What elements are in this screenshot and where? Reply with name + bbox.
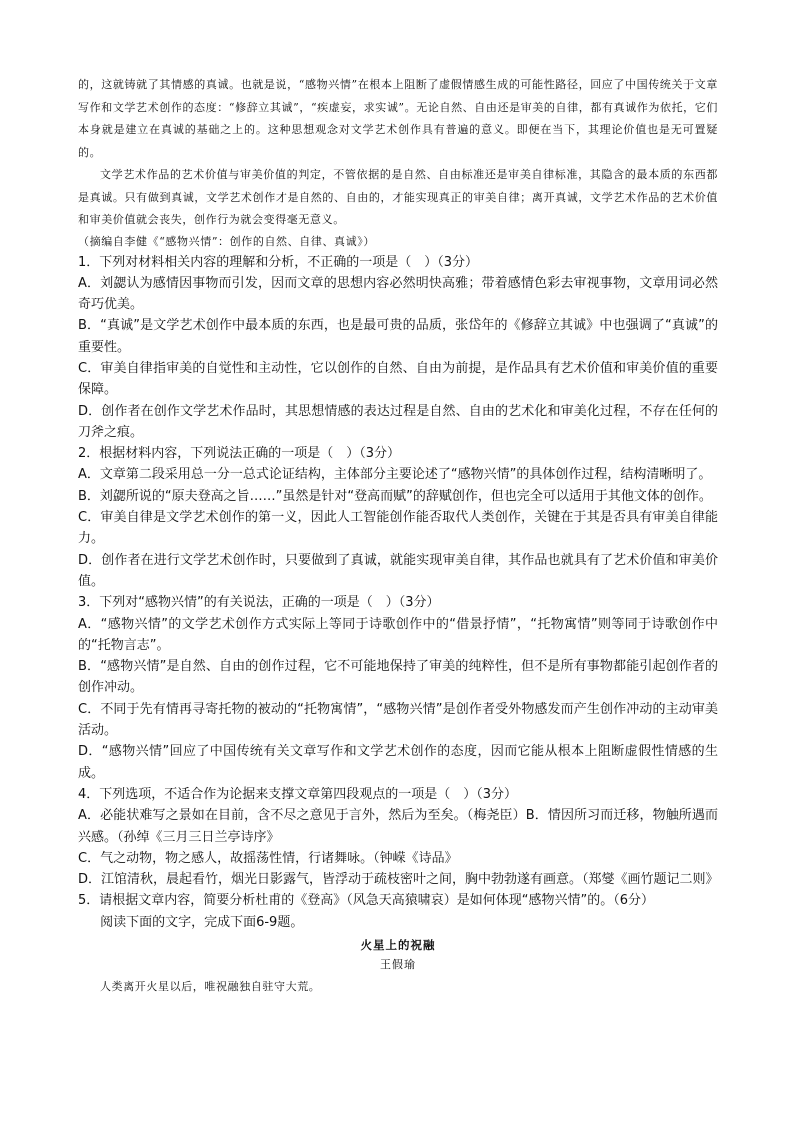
story-title: 火星上的祝融 [360,937,436,952]
question-stem: 2．根据材料内容，下列说法正确的一项是（ ）（3分） [78,446,401,462]
option-a: A．“感物兴情”的文学艺术创作方式实际上等同于诗歌创作中的“借景抒情”，“托物寓情”则等同于诗歌创作中的“托物言志”。 [78,616,718,653]
question-4 [78,784,718,890]
option-d: D．江馆清秋，晨起看竹，烟光日影露气，皆浮动于疏枝密叶之间，胸中勃勃遂有画意。（郑燮《画竹题记二则》 [78,872,719,888]
reading-instruction: 阅读下面的文字，完成下面6-9题。 [100,914,304,930]
option-c: C．审美自律是文学艺术创作的第一义，因此人工智能创作能否取代人类创作，关键在于其是否具有审美自律能力。 [78,510,718,547]
essay-passage [78,74,718,252]
option-c: C．气之动物，物之感人，故摇荡性情，行诸舞咏。（钟嵘《诗品》 [78,850,458,866]
question-3 [78,592,718,784]
option-b: B．刘勰所说的“原夫登高之旨……”虽然是针对“登高而赋”的辞赋创作，但也完全可以适用于其他文体的创作。 [78,488,712,504]
option-c: C．不同于先有情再寻寄托物的被动的“托物寓情”，“感物兴情”是创作者受外物感发而产生创作冲动的主动审美活动。 [78,701,718,739]
exam-page [78,74,718,998]
option-a: A．刘勰认为感情因事物而引发，因而文章的思想内容必然明快高雅；带着感情色彩去审视事物，文章用词必然奇巧优美。 [78,275,718,313]
option-d: D．“感物兴情”回应了中国传统有关文章写作和文学艺术创作的态度，因而它能从根本上阻断虚假性情感的生成。 [78,744,718,781]
question-stem: 4．下列选项，不适合作为论据来支撑文章第四段观点的一项是（ ）（3分） [78,786,518,802]
option-a-b: A．必能状难写之景如在目前，含不尽之意见于言外，然后为至矣。（梅尧臣）B．情因所习而迁移，物触所遇而兴感。（孙绰《三月三日兰亭诗序》 [78,808,718,845]
question-list [78,252,718,912]
question-stem: 1．下列对材料相关内容的理解和分析，不正确的一项是（ ）（3分） [78,254,479,270]
question-stem: 3．下列对“感物兴情”的有关说法，正确的一项是（ ）（3分） [78,595,440,611]
story-first-paragraph: 人类离开火星以后，唯祝融独自驻守大荒。 [100,979,321,993]
question-2 [78,443,718,592]
option-d: D．创作者在进行文学艺术创作时，只要做到了真诚，就能实现审美自律，其作品也就具有了艺术价值和审美价值。 [78,552,718,589]
option-b: B．“感物兴情”是自然、自由的创作过程，它不可能地保持了审美的纯粹性，但不是所有事物都能引起创作者的创作冲动。 [78,659,718,696]
passage-paragraph: 的，这就铸就了其情感的真诚。也就是说，“感物兴情”在根本上阻断了虚假情感生成的可能性路径，回应了中国传统关于文章写作和文学艺术创作的态度：“修辞立其诚”，“疾虚妄，求实诚”。无论自然、自由还是审美的自律，都有真诚作为依托，它们本身就是建立在真诚的基础之上的。这种思想观念对文学艺术创作具有普遍的意义。即便在当下，其理论价值也是无可置疑的。 [78,78,718,159]
option-c: C．审美自律指审美的自觉性和主动性，它以创作的自然、自由为前提，是作品具有艺术价值和审美价值的重要保障。 [78,360,718,398]
option-d: D．创作者在创作文学艺术作品时，其思想情感的表达过程是自然、自由的艺术化和审美化过程，不存在任何的刀斧之痕。 [78,403,718,440]
option-a: A．文章第二段采用总一分一总式论证结构，主体部分主要论述了“感物兴情”的具体创作过程，结构清晰明了。 [78,467,712,483]
passage-source: （摘编自李健《“感物兴情”：创作的自然、自律、真诚》） [78,234,375,248]
question-stem: 5．请根据文章内容，简要分析杜甫的《登高》（风急天高猿啸哀）是如何体现“感物兴情”的。（6分） [78,893,655,909]
question-1 [78,252,718,444]
question-5 [78,890,718,911]
story-author: 王假瑜 [380,957,416,971]
passage-paragraph: 文学艺术作品的艺术价值与审美价值的判定，不管依据的是自然、自由标准还是审美自律标准，其隐含的最本质的东西都是真诚。只有做到真诚，文学艺术创作才是自然的、自由的，才能实现真正的审美自律；离开真诚，文学艺术作品的艺术价值和审美价值就会丧失，创作行为就会变得毫无意义。 [78,168,718,226]
option-b: B．“真诚”是文学艺术创作中最本质的东西，也是最可贵的品质，张岱年的《修辞立其诚》中也强调了“真诚”的重要性。 [78,318,718,355]
